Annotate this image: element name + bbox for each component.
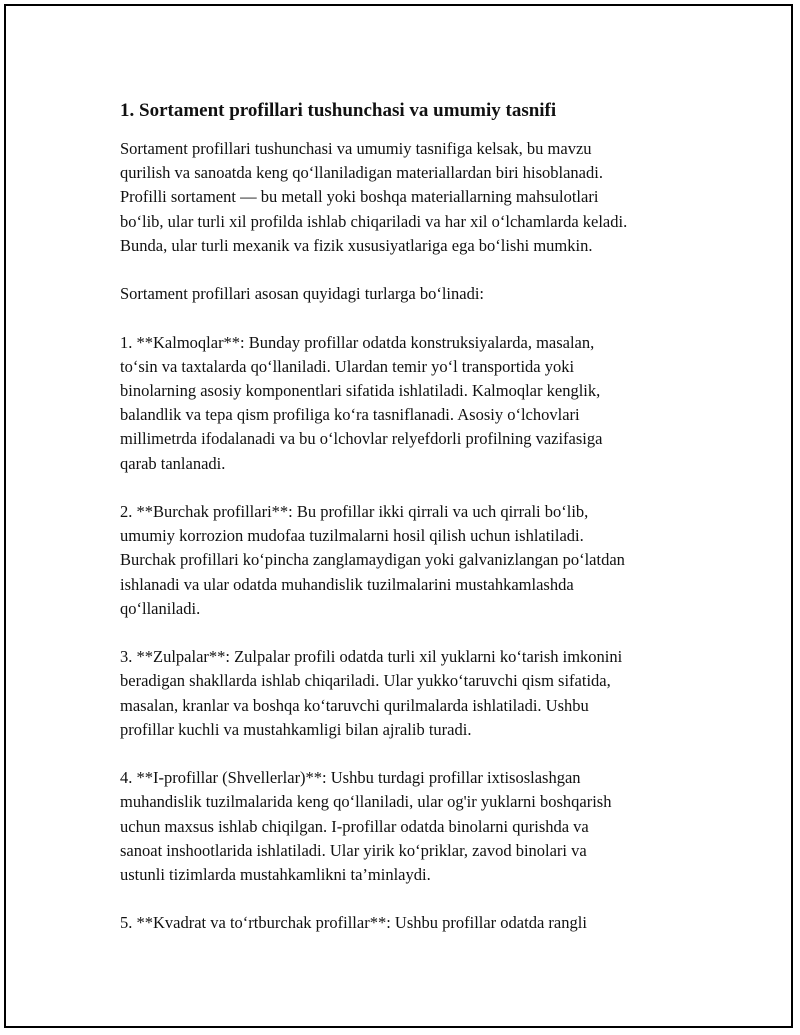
- document-body: [120, 99, 710, 960]
- document-page: [4, 4, 793, 1028]
- types-intro-paragraph: Sortament profillari asosan quyidagi turlarga bo‘linadi:: [120, 284, 484, 304]
- list-item-zulpalar: 3. **Zulpalar**: Zulpalar profili odatda turli xil yuklarni ko‘tarish imkonini beradigan shakllarda ishlab chiqariladi. Ular yukko‘taruvchi qism sifatida, masalan, kranlar va boshqa ko‘taruvchi qurilmalarda ishlatiladi. Ushbu profillar kuchli va mustahkamligi bilan ajralib turadi.: [120, 647, 623, 739]
- list-item-kalmoqlar: 1. **Kalmoqlar**: Bunday profillar odatda konstruksiyalarda, masalan, to‘sin va taxtalarda qo‘llaniladi. Ulardan temir yo‘l transportida yoki binolarning asosiy komponentlari sifatida ishlatiladi. Kalmoqlar kenglik, balandlik va tepa qism profiliga ko‘ra tasniflanadi. Asosiy o‘lchovlari millimetrda ifodalanadi va bu o‘lchovlar relyefdorli profilning vazifasiga qarab tanlanadi.: [120, 332, 603, 473]
- list-item-kvadrat-profillar: 5. **Kvadrat va to‘rtburchak profillar**: Ushbu profillar odatda rangli: [120, 913, 587, 933]
- intro-paragraph: Sortament profillari tushunchasi va umumiy tasnifiga kelsak, bu mavzu qurilish va sanoatda keng qo‘llaniladigan materiallardan biri hisoblanadi. Profilli sortament — bu metall yoki boshqa materiallarning mahsulotlari bo‘lib, ular turli xil profilda ishlab chiqariladi va har xil o‘lchamlarda keladi. Bunda, ular turli mexanik va fizik xususiyatlariga ega bo‘lishi mumkin.: [120, 139, 628, 255]
- list-item-burchak-profillari: 2. **Burchak profillari**: Bu profillar ikki qirrali va uch qirrali bo‘lib, umumiy korrozion mudofaa tuzilmalarni hosil qilish uchun ishlatiladi. Burchak profillari ko‘pincha zanglamaydigan yoki galvanizlangan po‘latdan ishlanadi va ular odatda muhandislik tuzilmalarini mustahkamlashda qo‘llaniladi.: [120, 502, 625, 618]
- section-heading: 1. Sortament profillari tushunchasi va umumiy tasnifi: [120, 100, 557, 121]
- list-item-i-profillar: 4. **I-profillar (Shvellerlar)**: Ushbu turdagi profillar ixtisoslashgan muhandislik tuzilmalarida keng qo‘llaniladi, ular og'ir yuklarni boshqarish uchun maxsus ishlab chiqilgan. I-profillar odatda binolarni qurishda va sanoat inshootlarida ishlatiladi. Ular yirik ko‘priklar, zavod binolari va ustunli tizimlarda mustahkamlikni ta’minlaydi.: [120, 768, 612, 885]
